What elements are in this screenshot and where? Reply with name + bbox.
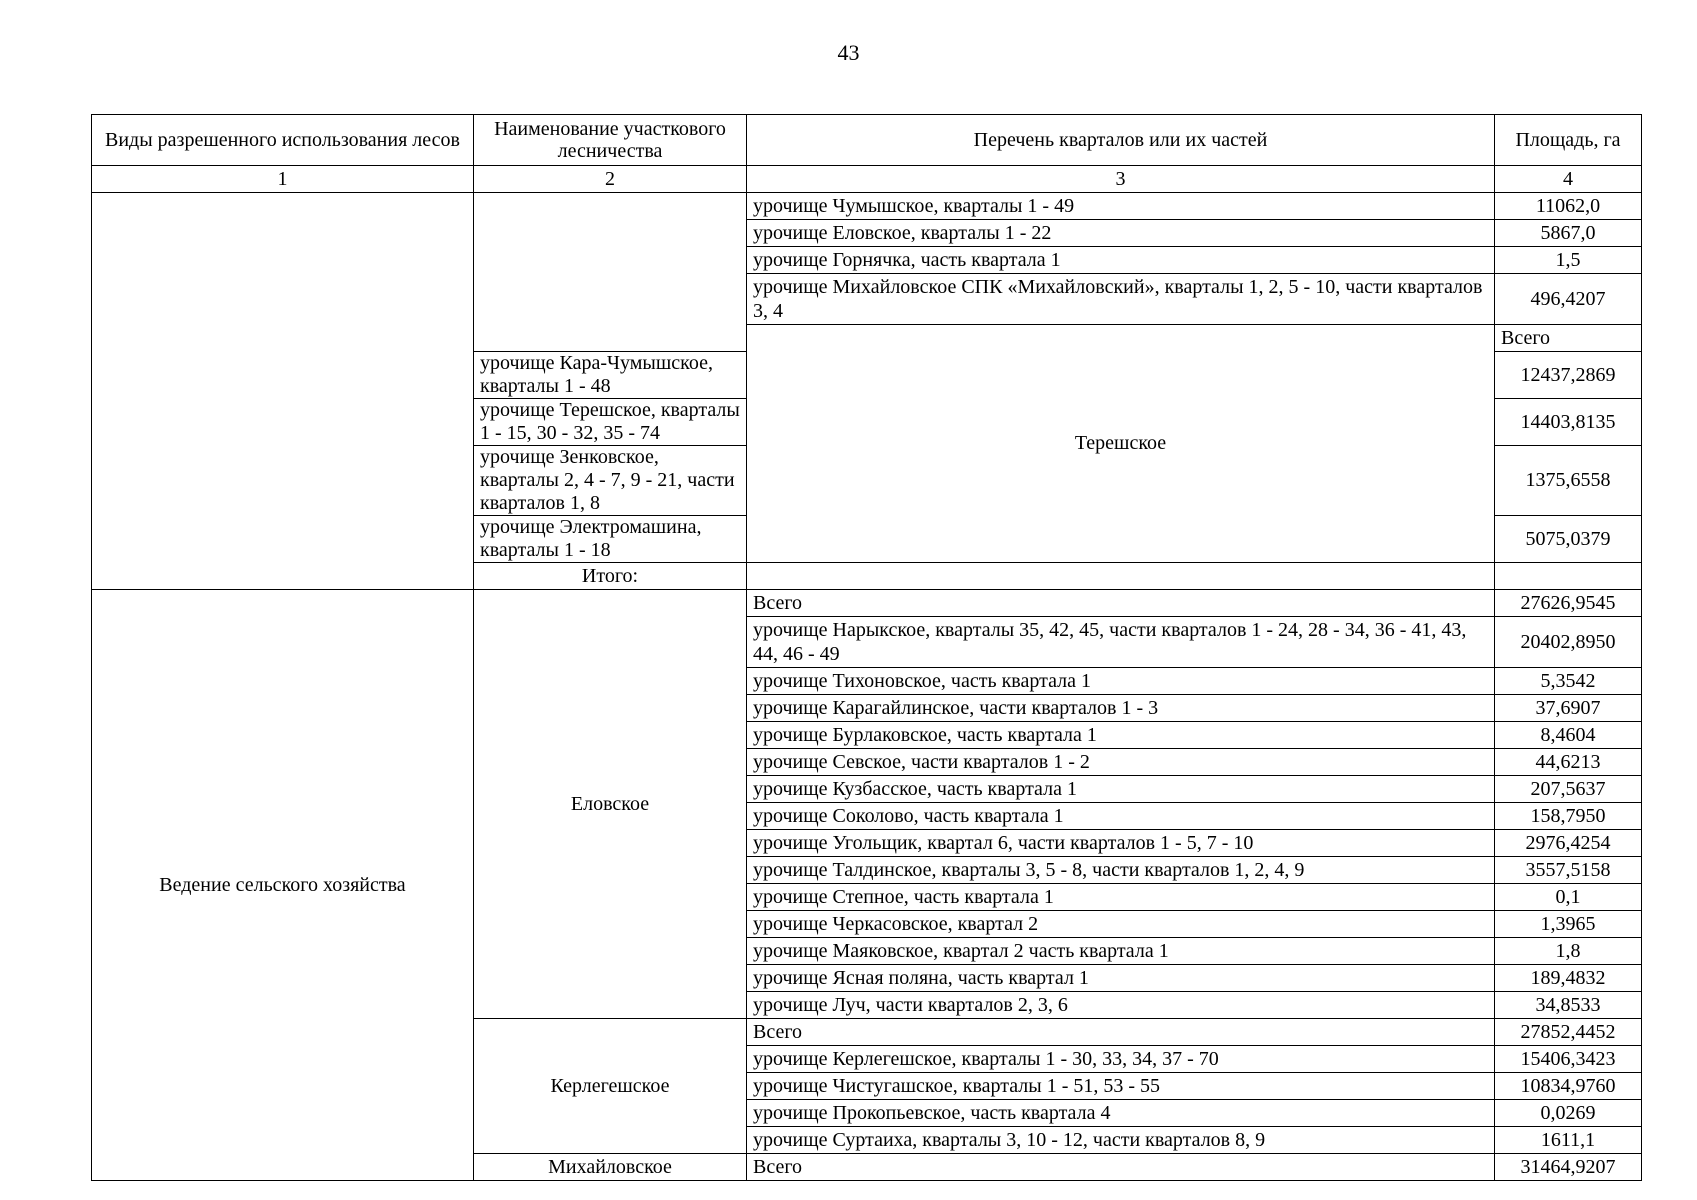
table-header-row [92,115,1642,166]
quarters-cell: урочище Терешское, кварталы 1 - 15, 30 - 32, 35 - 74 [474,399,747,446]
area-cell: 1,8 [1495,938,1642,965]
area-cell: 8,4604 [1495,722,1642,749]
header-area: Площадь, га [1495,115,1642,166]
use-type-cell: Ведение сельского хозяйства [92,590,474,1181]
quarters-cell: урочище Чумышское, кварталы 1 - 49 [747,193,1495,220]
area-cell: 11062,0 [1495,193,1642,220]
area-cell: 5,3542 [1495,668,1642,695]
area-cell: 5867,0 [1495,220,1642,247]
area-cell: 34,8533 [1495,992,1642,1019]
area-cell: 1611,1 [1495,1127,1642,1154]
area-cell: 10834,9760 [1495,1073,1642,1100]
quarters-cell: урочище Ясная поляна, часть квартал 1 [747,965,1495,992]
area-cell: 189,4832 [1495,965,1642,992]
forestry-name-cell: Еловское [474,590,747,1019]
area-cell: 207,5637 [1495,776,1642,803]
area-cell: 2976,4254 [1495,830,1642,857]
area-cell: 27852,4452 [1495,1019,1642,1046]
quarters-cell: урочище Горнячка, часть квартала 1 [747,247,1495,274]
area-cell: 44,6213 [1495,749,1642,776]
forestry-name-cell: Терешское [747,325,1495,563]
quarters-cell: Всего [1495,325,1642,352]
area-cell: 37,6907 [1495,695,1642,722]
quarters-cell: урочище Талдинское, кварталы 3, 5 - 8, части кварталов 1, 2, 4, 9 [747,857,1495,884]
area-cell: 1,3965 [1495,911,1642,938]
area-cell: 0,0269 [1495,1100,1642,1127]
area-cell: 27626,9545 [1495,590,1642,617]
column-number: 2 [474,166,747,193]
area-cell: 12437,2869 [1495,352,1642,399]
quarters-cell: урочище Чистугашское, кварталы 1 - 51, 53 - 55 [747,1073,1495,1100]
column-number: 3 [747,166,1495,193]
quarters-cell: урочище Тихоновское, часть квартала 1 [747,668,1495,695]
quarters-cell: урочище Угольщик, квартал 6, части кварталов 1 - 5, 7 - 10 [747,830,1495,857]
area-cell: 31464,9207 [1495,1154,1642,1181]
header-use-type: Виды разрешенного использования лесов [92,115,474,166]
quarters-cell: урочище Степное, часть квартала 1 [747,884,1495,911]
quarters-cell: урочище Луч, части кварталов 2, 3, 6 [747,992,1495,1019]
quarters-cell: урочище Кара-Чумышское, кварталы 1 - 48 [474,352,747,399]
quarters-cell: урочище Черкасовское, квартал 2 [747,911,1495,938]
quarters-cell: урочище Карагайлинское, части кварталов 1 - 3 [747,695,1495,722]
forestry-name-cell: Керлегешское [474,1019,747,1154]
total-label: Итого: [474,563,747,590]
forestry-name-cell: Михайловское [474,1154,747,1181]
area-cell: 5075,0379 [1495,516,1642,563]
forest-use-table [91,114,1642,1181]
quarters-cell: урочище Севское, части кварталов 1 - 2 [747,749,1495,776]
area-cell: 496,4207 [1495,274,1642,325]
table-row [92,590,1642,617]
area-cell: 14403,8135 [1495,399,1642,446]
quarters-cell: Всего [747,1019,1495,1046]
table-row [92,193,1642,220]
use-type-cell-empty [92,193,474,590]
quarters-cell: урочище Керлегешское, кварталы 1 - 30, 33, 34, 37 - 70 [747,1046,1495,1073]
quarters-cell: урочище Соколово, часть квартала 1 [747,803,1495,830]
column-numbers-row [92,166,1642,193]
area-cell: 158,7950 [1495,803,1642,830]
area-cell: 3557,5158 [1495,857,1642,884]
quarters-cell: урочище Электромашина, кварталы 1 - 18 [474,516,747,563]
quarters-cell: урочище Бурлаковское, часть квартала 1 [747,722,1495,749]
header-quarters-list: Перечень кварталов или их частей [747,115,1495,166]
area-cell: 20402,8950 [1495,617,1642,668]
quarters-cell: урочище Еловское, кварталы 1 - 22 [747,220,1495,247]
area-cell: 1375,6558 [1495,446,1642,516]
quarters-cell: урочище Зенковское, кварталы 2, 4 - 7, 9 - 21, части кварталов 1, 8 [474,446,747,516]
quarters-cell: урочище Нарыкское, кварталы 35, 42, 45, части кварталов 1 - 24, 28 - 34, 36 - 41, 43, 44, 46 - 49 [747,617,1495,668]
column-number: 4 [1495,166,1642,193]
area-cell: 15406,3423 [1495,1046,1642,1073]
header-forestry-name: Наименование участкового лесничества [474,115,747,166]
quarters-cell: Всего [747,1154,1495,1181]
quarters-cell: урочище Михайловское СПК «Михайловский», кварталы 1, 2, 5 - 10, части кварталов 3, 4 [747,274,1495,325]
area-cell: 1,5 [1495,247,1642,274]
total-empty-cell [1495,563,1642,590]
quarters-cell: урочище Кузбасское, часть квартала 1 [747,776,1495,803]
page-number: 43 [837,40,860,65]
column-number: 1 [92,166,474,193]
total-empty-cell [747,563,1495,590]
area-cell: 0,1 [1495,884,1642,911]
quarters-cell: урочище Маяковское, квартал 2 часть квартала 1 [747,938,1495,965]
quarters-cell: урочище Прокопьевское, часть квартала 4 [747,1100,1495,1127]
quarters-cell: урочище Суртаиха, кварталы 3, 10 - 12, части кварталов 8, 9 [747,1127,1495,1154]
quarters-cell: Всего [747,590,1495,617]
forestry-cell-empty [474,193,747,352]
